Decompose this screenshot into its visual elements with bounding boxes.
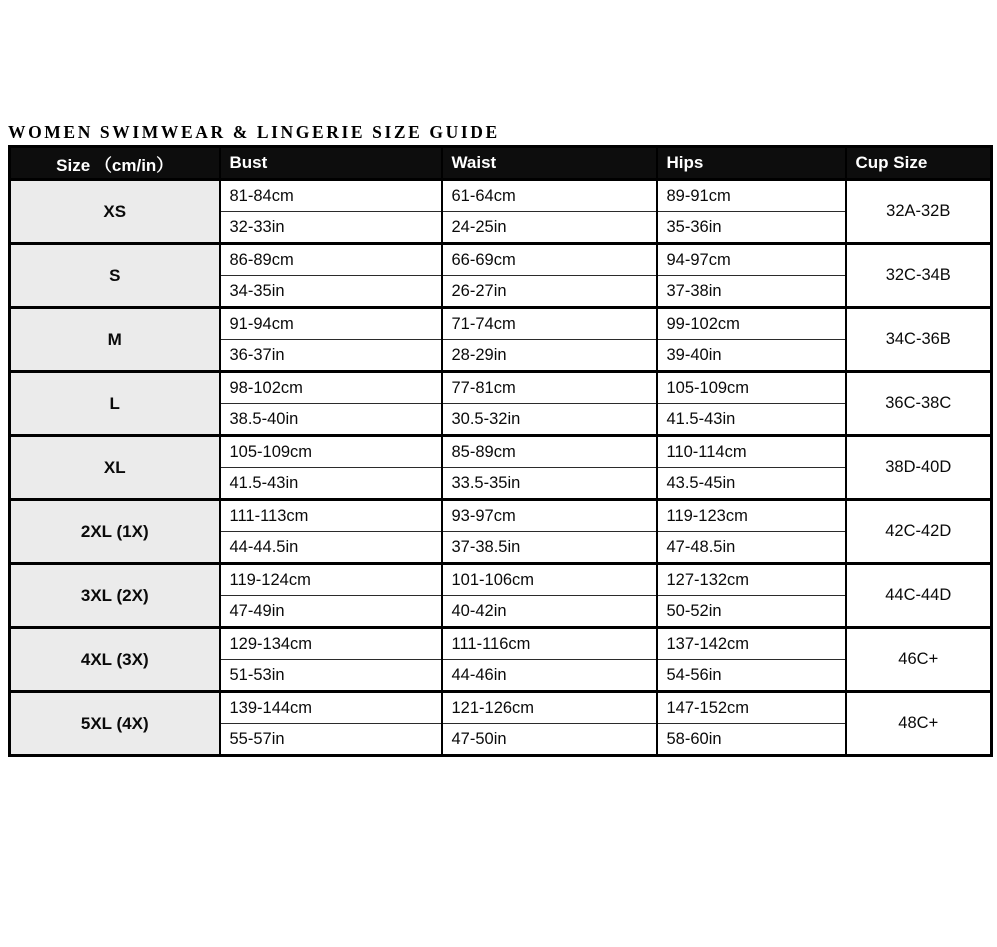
- size-label: L: [10, 372, 220, 436]
- bust-cm-value: 119-124cm: [220, 564, 442, 596]
- bust-cm-value: 91-94cm: [220, 308, 442, 340]
- hips-cm-value: 89-91cm: [657, 180, 846, 212]
- size-label: S: [10, 244, 220, 308]
- table-row-cm: [10, 564, 992, 596]
- cup-size-value: 44C-44D: [846, 564, 992, 628]
- hips-cm-value: 119-123cm: [657, 500, 846, 532]
- bust-cm-value: 139-144cm: [220, 692, 442, 724]
- waist-cm-value: 111-116cm: [442, 628, 657, 660]
- waist-cm-value: 61-64cm: [442, 180, 657, 212]
- table-row-cm: [10, 628, 992, 660]
- bust-in-value: 51-53in: [220, 660, 442, 692]
- page-title: WOMEN SWIMWEAR & LINGERIE SIZE GUIDE: [8, 122, 500, 142]
- hips-in-value: 43.5-45in: [657, 468, 846, 500]
- header-waist: Waist: [442, 147, 657, 180]
- bust-in-value: 34-35in: [220, 276, 442, 308]
- waist-in-value: 30.5-32in: [442, 404, 657, 436]
- bust-cm-value: 98-102cm: [220, 372, 442, 404]
- table-row-cm: [10, 436, 992, 468]
- hips-cm-value: 110-114cm: [657, 436, 846, 468]
- bust-in-value: 32-33in: [220, 212, 442, 244]
- table-row-cm: [10, 500, 992, 532]
- bust-in-value: 38.5-40in: [220, 404, 442, 436]
- table-row-cm: [10, 244, 992, 276]
- header-row: [10, 147, 992, 180]
- bust-in-value: 55-57in: [220, 724, 442, 756]
- hips-cm-value: 105-109cm: [657, 372, 846, 404]
- size-label: 3XL (2X): [10, 564, 220, 628]
- cup-size-value: 42C-42D: [846, 500, 992, 564]
- table-row-cm: [10, 308, 992, 340]
- waist-cm-value: 85-89cm: [442, 436, 657, 468]
- header-hips: Hips: [657, 147, 846, 180]
- hips-cm-value: 99-102cm: [657, 308, 846, 340]
- hips-cm-value: 137-142cm: [657, 628, 846, 660]
- size-label: XL: [10, 436, 220, 500]
- hips-in-value: 39-40in: [657, 340, 846, 372]
- bust-in-value: 36-37in: [220, 340, 442, 372]
- waist-cm-value: 121-126cm: [442, 692, 657, 724]
- waist-cm-value: 71-74cm: [442, 308, 657, 340]
- waist-cm-value: 77-81cm: [442, 372, 657, 404]
- cup-size-value: 34C-36B: [846, 308, 992, 372]
- header-size: Size （cm/in）: [10, 147, 220, 180]
- hips-in-value: 37-38in: [657, 276, 846, 308]
- bust-in-value: 41.5-43in: [220, 468, 442, 500]
- waist-in-value: 33.5-35in: [442, 468, 657, 500]
- cup-size-value: 48C+: [846, 692, 992, 756]
- size-label: 5XL (4X): [10, 692, 220, 756]
- hips-in-value: 54-56in: [657, 660, 846, 692]
- table-row-cm: [10, 180, 992, 212]
- hips-in-value: 58-60in: [657, 724, 846, 756]
- cup-size-value: 32A-32B: [846, 180, 992, 244]
- waist-in-value: 40-42in: [442, 596, 657, 628]
- cup-size-value: 36C-38C: [846, 372, 992, 436]
- waist-in-value: 47-50in: [442, 724, 657, 756]
- waist-in-value: 24-25in: [442, 212, 657, 244]
- waist-in-value: 28-29in: [442, 340, 657, 372]
- cup-size-value: 38D-40D: [846, 436, 992, 500]
- size-label: 2XL (1X): [10, 500, 220, 564]
- bust-cm-value: 86-89cm: [220, 244, 442, 276]
- bust-cm-value: 111-113cm: [220, 500, 442, 532]
- waist-in-value: 37-38.5in: [442, 532, 657, 564]
- hips-in-value: 50-52in: [657, 596, 846, 628]
- waist-cm-value: 93-97cm: [442, 500, 657, 532]
- size-guide-table: [8, 145, 993, 757]
- bust-in-value: 47-49in: [220, 596, 442, 628]
- table-row-cm: [10, 692, 992, 724]
- size-label: M: [10, 308, 220, 372]
- size-table-body: [10, 180, 992, 756]
- header-cup: Cup Size: [846, 147, 992, 180]
- bust-cm-value: 81-84cm: [220, 180, 442, 212]
- hips-cm-value: 147-152cm: [657, 692, 846, 724]
- hips-cm-value: 127-132cm: [657, 564, 846, 596]
- bust-in-value: 44-44.5in: [220, 532, 442, 564]
- hips-in-value: 41.5-43in: [657, 404, 846, 436]
- cup-size-value: 46C+: [846, 628, 992, 692]
- cup-size-value: 32C-34B: [846, 244, 992, 308]
- size-label: 4XL (3X): [10, 628, 220, 692]
- hips-in-value: 47-48.5in: [657, 532, 846, 564]
- waist-cm-value: 101-106cm: [442, 564, 657, 596]
- bust-cm-value: 129-134cm: [220, 628, 442, 660]
- waist-in-value: 44-46in: [442, 660, 657, 692]
- waist-cm-value: 66-69cm: [442, 244, 657, 276]
- hips-in-value: 35-36in: [657, 212, 846, 244]
- bust-cm-value: 105-109cm: [220, 436, 442, 468]
- table-row-cm: [10, 372, 992, 404]
- header-bust: Bust: [220, 147, 442, 180]
- hips-cm-value: 94-97cm: [657, 244, 846, 276]
- waist-in-value: 26-27in: [442, 276, 657, 308]
- size-label: XS: [10, 180, 220, 244]
